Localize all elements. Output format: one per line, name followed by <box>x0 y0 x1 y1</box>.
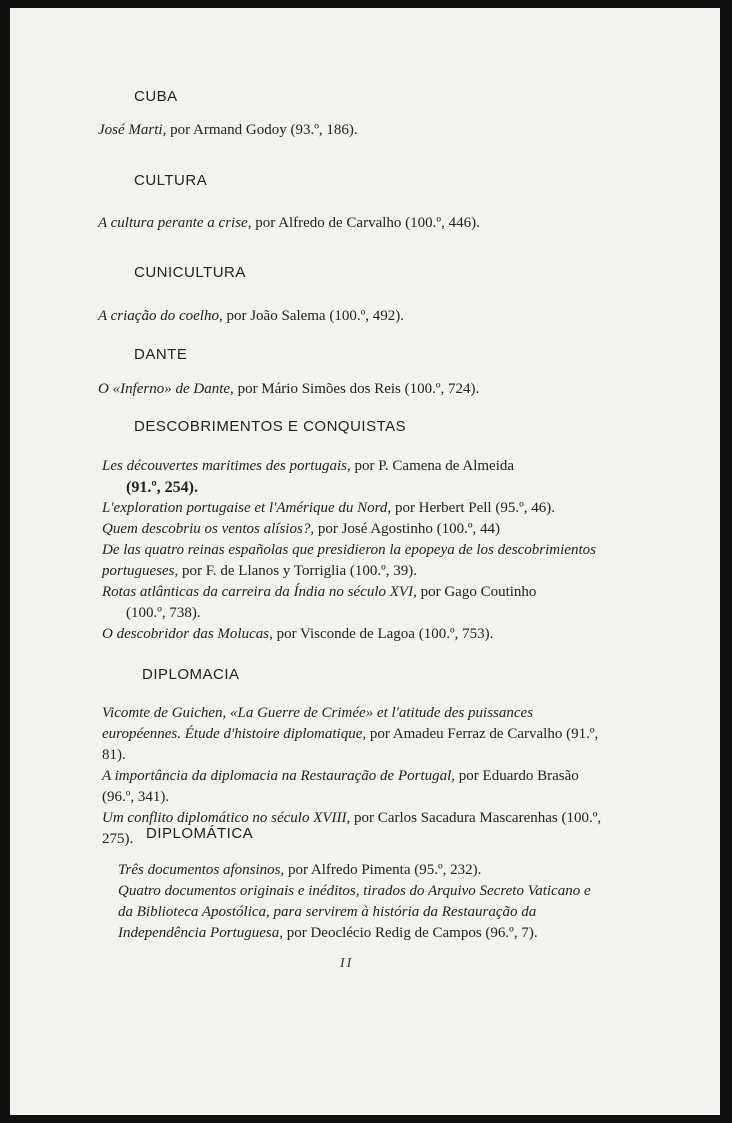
entry-author: por Mário Simões dos Reis <box>233 381 405 397</box>
entry-cultura-1 <box>98 213 480 234</box>
entry-reference: (100.º, 738). <box>126 605 201 621</box>
entry-descobrimentos-3 <box>102 519 500 540</box>
entry-author: por Eduardo Brasão <box>455 768 579 784</box>
entry-title: De las quatro reinas españolas que presidieron la epopeya de los descobrimientos portugueses, <box>102 542 596 579</box>
entry-author: por João Salema <box>222 308 330 324</box>
entry-reference: (91.º, 81). <box>102 726 599 763</box>
entry-cunicultura-1 <box>98 306 404 327</box>
entry-title: Quem descobriu os ventos alísios?, <box>102 521 315 537</box>
entry-title: Quatro documentos originais e inéditos, tirados do Arquivo Secreto Vaticano e da Biblioteca Apostólica, para servirem à história da Restauração da Independência Portuguesa, <box>118 883 591 941</box>
entry-title: Um conflito diplomático no século XVIII, <box>102 810 351 826</box>
entry-title: Vicomte de Guichen, «La Guerre de Crimée» et l'atitude des puissances européennes. Étude d'histoire diplomatique, <box>102 705 534 742</box>
entry-cuba-1 <box>98 120 358 141</box>
entry-descobrimentos-5 <box>102 582 607 624</box>
entry-author: por Carlos Sacadura Mascarenhas <box>350 810 562 826</box>
entry-title: Rotas atlânticas da carreira da Índia no século XVI, <box>102 584 417 600</box>
entry-title: Les découvertes maritimes des portugais, <box>102 458 351 474</box>
entry-reference: (93.º, 186). <box>290 122 358 138</box>
entry-author: por Gago Coutinho <box>416 584 537 600</box>
entry-author: por Armand Godoy <box>166 122 291 138</box>
entry-reference: (100.º, 753). <box>418 626 494 642</box>
section-heading-cuba: CUBA <box>134 88 178 105</box>
section-heading-diplomacia: DIPLOMACIA <box>142 666 240 683</box>
entry-reference: (100.º, 275). <box>102 810 602 847</box>
entry-title: A criação do coelho, <box>98 308 223 324</box>
section-heading-descobrimentos: DESCOBRIMENTOS E CONQUISTAS <box>134 418 407 435</box>
entry-author: por Alfredo de Carvalho <box>251 215 406 231</box>
entry-title: Três documentos afonsinos, <box>118 862 285 878</box>
entry-descobrimentos-6 <box>102 624 493 645</box>
entry-descobrimentos-4 <box>102 540 617 582</box>
entry-reference: (100.º, 39). <box>349 563 418 579</box>
entry-author: por Visconde de Lagoa <box>272 626 419 642</box>
page-number: II <box>340 956 354 971</box>
entry-title: O descobridor das Molucas, <box>102 626 273 642</box>
entry-title: L'exploration portugaise et l'Amérique du Nord, <box>102 500 392 516</box>
entry-author: por José Agostinho <box>314 521 437 537</box>
section-heading-cunicultura: CUNICULTURA <box>134 264 246 281</box>
entry-dante-1 <box>98 379 479 400</box>
entry-title: José Marti, <box>98 122 167 138</box>
entry-diplomatica-1 <box>118 860 481 881</box>
entry-author: por Herbert Pell <box>391 500 496 516</box>
document-page <box>10 8 720 1115</box>
entry-title: A importância da diplomacia na Restauração de Portugal, <box>102 768 456 784</box>
entry-title: O «Inferno» de Dante, <box>98 381 234 397</box>
entry-reference: (95.º, 46). <box>495 500 555 516</box>
entry-author: por F. de Llanos y Torriglia <box>178 563 350 579</box>
entry-author: por Deoclécio Redig de Campos <box>282 925 486 941</box>
section-heading-diplomatica: DIPLOMÁTICA <box>146 825 254 842</box>
entry-author: por Alfredo Pimenta <box>284 862 415 878</box>
entry-reference: (95.º, 232). <box>414 862 482 878</box>
entry-descobrimentos-1 <box>102 456 607 498</box>
section-heading-cultura: CULTURA <box>134 172 208 189</box>
entry-reference: (100.º, 492). <box>329 308 404 324</box>
entry-reference: (100.º, 44) <box>436 521 500 537</box>
entry-diplomacia-1 <box>102 703 602 766</box>
entry-reference: (100.º, 724). <box>404 381 480 397</box>
entry-reference: (96.º, 341). <box>102 789 170 805</box>
entry-author: por P. Camena de Almeida <box>350 458 515 474</box>
entry-reference: (96.º, 7). <box>485 925 538 941</box>
entry-reference: (100.º, 446). <box>405 215 480 231</box>
entry-diplomatica-2 <box>118 881 598 944</box>
entry-reference: (91.º, 254). <box>126 479 198 496</box>
section-heading-dante: DANTE <box>134 346 188 363</box>
entry-author: por Amadeu Ferraz de Carvalho <box>366 726 567 742</box>
entry-descobrimentos-2 <box>102 498 555 519</box>
entry-title: A cultura perante a crise, <box>98 215 252 231</box>
entry-diplomacia-2 <box>102 766 607 808</box>
